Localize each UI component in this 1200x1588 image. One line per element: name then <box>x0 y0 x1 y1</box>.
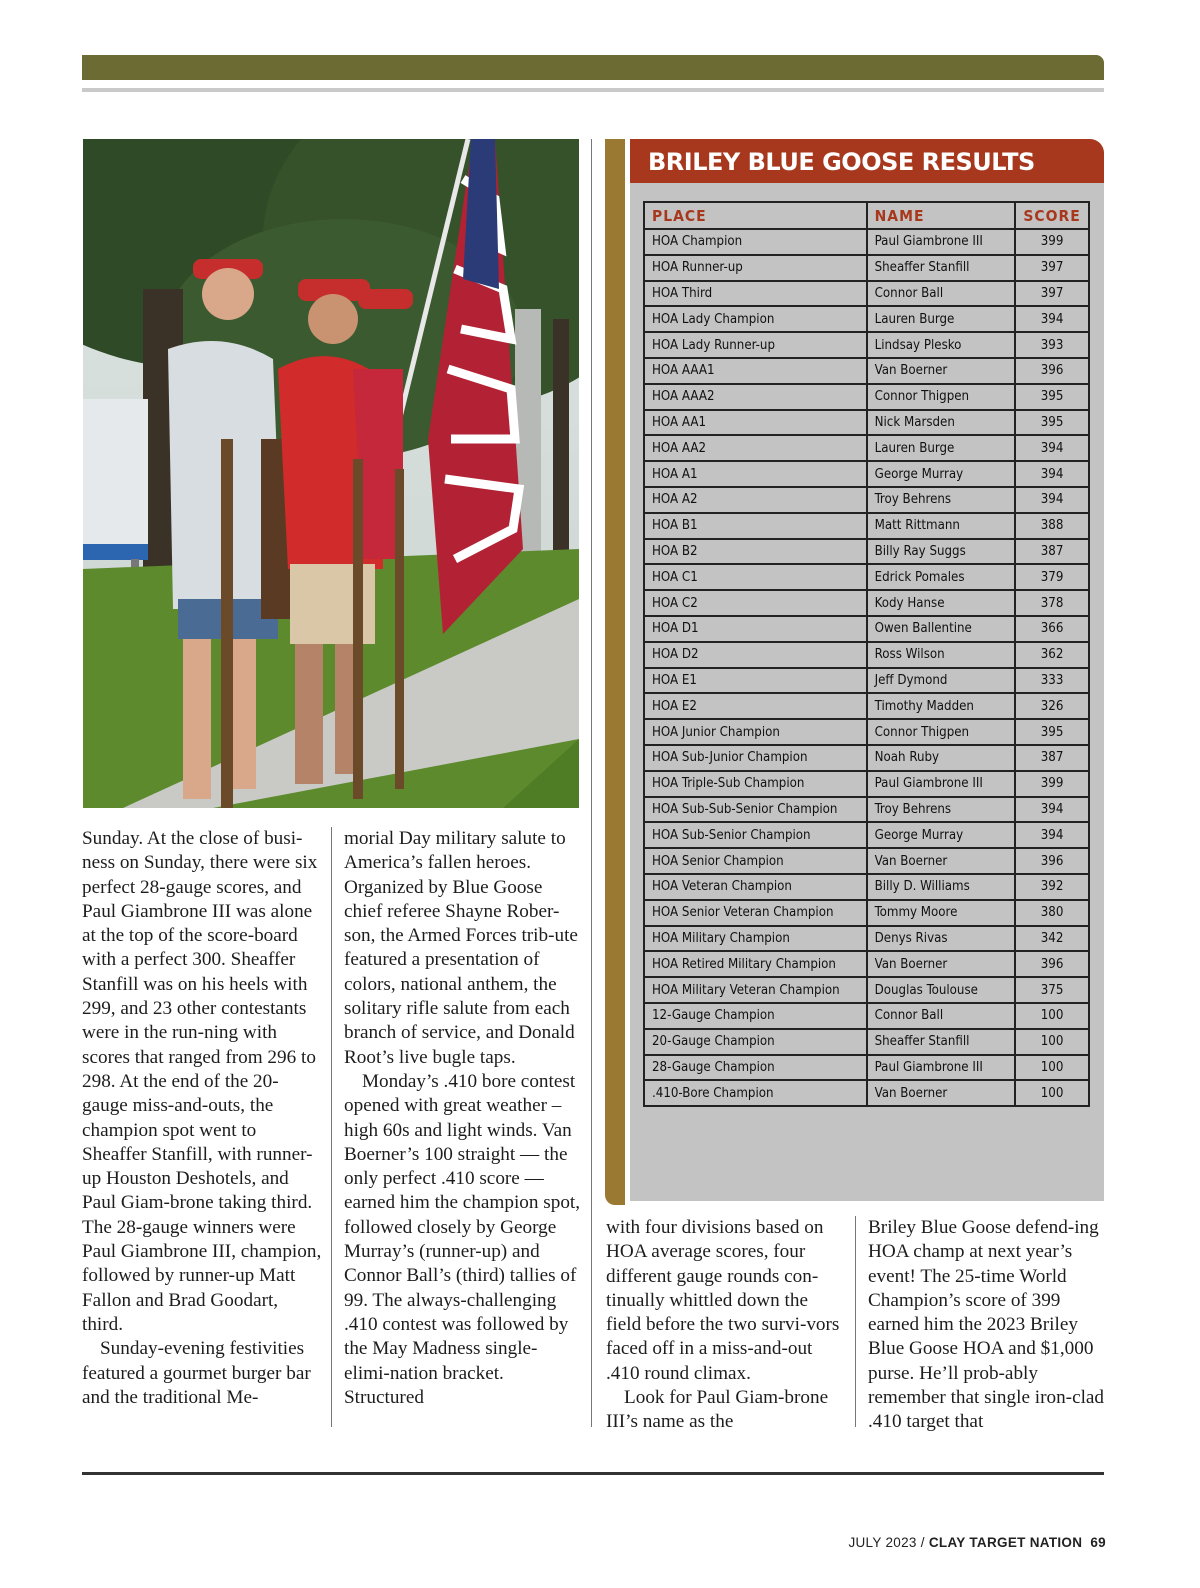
place-cell: HOA Retired Military Champion <box>644 951 867 977</box>
table-row <box>644 1055 1089 1081</box>
place-cell: HOA Champion <box>644 229 867 255</box>
score-cell: 375 <box>1015 977 1089 1003</box>
paragraph: Monday’s .410 bore contest opened with great weather – high 60s and light winds. Van Boerner’s 100 straight — the only perfect .410 score — earned him the champion spot, followed closely by George Murray’s (runner-up) and Connor Ball’s (third) tallies of 99. The always-challenging .410 contest was followed by the May Madness single-elimi-nation bracket. Structured <box>344 1070 581 1408</box>
name-cell: Connor Thigpen <box>867 384 1016 410</box>
name-cell: Troy Behrens <box>867 797 1016 823</box>
score-cell: 342 <box>1015 926 1089 952</box>
place-cell: HOA D2 <box>644 642 867 668</box>
place-cell: HOA Runner-up <box>644 255 867 281</box>
score-cell: 395 <box>1015 410 1089 436</box>
score-cell: 394 <box>1015 822 1089 848</box>
article-column-1 <box>82 827 322 1410</box>
place-cell: HOA A1 <box>644 461 867 487</box>
score-cell: 362 <box>1015 642 1089 668</box>
table-row <box>644 900 1089 926</box>
score-cell: 394 <box>1015 461 1089 487</box>
table-row <box>644 539 1089 565</box>
table-row <box>644 874 1089 900</box>
score-cell: 366 <box>1015 616 1089 642</box>
place-cell: HOA Sub-Junior Champion <box>644 745 867 771</box>
table-row <box>644 848 1089 874</box>
place-cell: HOA Veteran Champion <box>644 874 867 900</box>
score-cell: 394 <box>1015 306 1089 332</box>
table-row <box>644 745 1089 771</box>
table-row <box>644 255 1089 281</box>
name-cell: Owen Ballentine <box>867 616 1016 642</box>
name-header: NAME <box>867 202 1016 229</box>
results-table <box>643 201 1090 1107</box>
table-row <box>644 719 1089 745</box>
page-number: 69 <box>1090 1535 1106 1550</box>
table-row <box>644 384 1089 410</box>
place-cell: HOA C1 <box>644 564 867 590</box>
sidebar-accent-bar <box>605 139 625 1205</box>
score-cell: 333 <box>1015 668 1089 694</box>
name-cell: George Murray <box>867 822 1016 848</box>
name-cell: Timothy Madden <box>867 693 1016 719</box>
score-cell: 379 <box>1015 564 1089 590</box>
table-row <box>644 229 1089 255</box>
name-cell: Van Boerner <box>867 951 1016 977</box>
place-cell: HOA B1 <box>644 513 867 539</box>
column-divider <box>591 139 592 1427</box>
table-row <box>644 306 1089 332</box>
table-row <box>644 513 1089 539</box>
paragraph: Sunday. At the close of busi-ness on Sunday, there were six perfect 28-gauge scores, and Paul Giambrone III was alone at the top of the score-board with a perfect 300. Sheaffer Stanfill was on his heels with 299, and 23 other contestants were in the run-ning with scores that ranged from 296 to 298. At the end of the 20-gauge miss-and-outs, the champion spot went to Sheaffer Stanfill, with runner-up Houston Deshotels, and Paul Giam-brone taking third. The 28-gauge winners were Paul Giambrone III, champion, followed by runner-up Matt Fallon and Brad Goodart, third. <box>82 828 322 1335</box>
paragraph: Look for Paul Giam-brone III’s name as the <box>606 1387 829 1433</box>
table-row <box>644 590 1089 616</box>
place-cell: HOA C2 <box>644 590 867 616</box>
name-cell: Douglas Toulouse <box>867 977 1016 1003</box>
score-cell: 100 <box>1015 1055 1089 1081</box>
place-cell: HOA Third <box>644 281 867 307</box>
score-cell: 380 <box>1015 900 1089 926</box>
score-cell: 395 <box>1015 384 1089 410</box>
table-row <box>644 1029 1089 1055</box>
name-cell: Sheaffer Stanfill <box>867 1029 1016 1055</box>
table-row <box>644 461 1089 487</box>
score-cell: 397 <box>1015 281 1089 307</box>
place-cell: HOA Junior Champion <box>644 719 867 745</box>
header-rule <box>82 88 1104 92</box>
place-cell: HOA Military Veteran Champion <box>644 977 867 1003</box>
name-cell: Denys Rivas <box>867 926 1016 952</box>
name-cell: Lauren Burge <box>867 306 1016 332</box>
place-cell: HOA Military Champion <box>644 926 867 952</box>
sidebar-title: BRILEY BLUE GOOSE RESULTS <box>630 139 1104 183</box>
table-row <box>644 435 1089 461</box>
article-column-4 <box>868 1216 1106 1435</box>
place-cell: HOA Sub-Senior Champion <box>644 822 867 848</box>
table-row <box>644 616 1089 642</box>
place-cell: 28-Gauge Champion <box>644 1055 867 1081</box>
place-cell: HOA AA2 <box>644 435 867 461</box>
score-cell: 399 <box>1015 229 1089 255</box>
place-cell: HOA A2 <box>644 487 867 513</box>
table-row <box>644 564 1089 590</box>
name-cell: Troy Behrens <box>867 487 1016 513</box>
table-row <box>644 668 1089 694</box>
table-row <box>644 487 1089 513</box>
name-cell: Nick Marsden <box>867 410 1016 436</box>
table-row <box>644 822 1089 848</box>
paragraph: morial Day military salute to America’s fallen heroes. Organized by Blue Goose chief referee Shayne Rober-son, the Armed Forces trib-ute featured a presentation of colors, national anthem, the solitary rifle salute from each branch of service, and Donald Root’s live bugle taps. <box>344 828 578 1068</box>
place-cell: HOA AAA1 <box>644 358 867 384</box>
place-cell: 20-Gauge Champion <box>644 1029 867 1055</box>
score-cell: 399 <box>1015 771 1089 797</box>
name-cell: Paul Giambrone III <box>867 1055 1016 1081</box>
name-cell: Connor Ball <box>867 281 1016 307</box>
score-cell: 394 <box>1015 797 1089 823</box>
name-cell: Noah Ruby <box>867 745 1016 771</box>
table-row <box>644 771 1089 797</box>
name-cell: Sheaffer Stanfill <box>867 255 1016 281</box>
name-cell: Paul Giambrone III <box>867 229 1016 255</box>
paragraph: Sunday-evening festivities featured a gourmet burger bar and the traditional Me- <box>82 1338 311 1408</box>
table-row <box>644 1080 1089 1106</box>
score-cell: 397 <box>1015 255 1089 281</box>
magazine-name: CLAY TARGET NATION <box>928 1535 1083 1550</box>
table-row <box>644 410 1089 436</box>
score-cell: 393 <box>1015 332 1089 358</box>
score-cell: 100 <box>1015 1003 1089 1029</box>
place-header: PLACE <box>644 202 867 229</box>
table-row <box>644 281 1089 307</box>
table-row <box>644 797 1089 823</box>
score-cell: 396 <box>1015 358 1089 384</box>
score-cell: 388 <box>1015 513 1089 539</box>
issue-date: JULY 2023 / <box>848 1535 929 1550</box>
paragraph: with four divisions based on HOA average scores, four different gauge rounds con-tinually whittled down the field before the two survi-vors faced off in a miss-and-out .410 round climax. <box>606 1217 840 1384</box>
score-cell: 100 <box>1015 1029 1089 1055</box>
name-cell: Jeff Dymond <box>867 668 1016 694</box>
name-cell: Kody Hanse <box>867 590 1016 616</box>
place-cell: HOA Senior Champion <box>644 848 867 874</box>
article-column-2 <box>344 827 582 1410</box>
name-cell: Connor Thigpen <box>867 719 1016 745</box>
name-cell: Billy Ray Suggs <box>867 539 1016 565</box>
article-column-3 <box>606 1216 844 1435</box>
place-cell: 12-Gauge Champion <box>644 1003 867 1029</box>
table-row <box>644 358 1089 384</box>
place-cell: .410-Bore Champion <box>644 1080 867 1106</box>
color-guard-photo <box>83 139 579 808</box>
place-cell: HOA E2 <box>644 693 867 719</box>
name-cell: Lauren Burge <box>867 435 1016 461</box>
place-cell: HOA Triple-Sub Champion <box>644 771 867 797</box>
table-row <box>644 977 1089 1003</box>
name-cell: Billy D. Williams <box>867 874 1016 900</box>
score-cell: 387 <box>1015 745 1089 771</box>
table-header-row <box>644 202 1089 229</box>
score-cell: 378 <box>1015 590 1089 616</box>
table-row <box>644 926 1089 952</box>
place-cell: HOA Sub-Sub-Senior Champion <box>644 797 867 823</box>
place-cell: HOA E1 <box>644 668 867 694</box>
footer-rule <box>82 1472 1104 1475</box>
name-cell: Connor Ball <box>867 1003 1016 1029</box>
score-cell: 392 <box>1015 874 1089 900</box>
place-cell: HOA Lady Champion <box>644 306 867 332</box>
place-cell: HOA AAA2 <box>644 384 867 410</box>
name-cell: George Murray <box>867 461 1016 487</box>
name-cell: Van Boerner <box>867 1080 1016 1106</box>
place-cell: HOA B2 <box>644 539 867 565</box>
column-divider <box>331 827 332 1427</box>
place-cell: HOA D1 <box>644 616 867 642</box>
name-cell: Van Boerner <box>867 848 1016 874</box>
table-row <box>644 951 1089 977</box>
score-cell: 387 <box>1015 539 1089 565</box>
name-cell: Edrick Pomales <box>867 564 1016 590</box>
score-cell: 396 <box>1015 951 1089 977</box>
place-cell: HOA Senior Veteran Champion <box>644 900 867 926</box>
place-cell: HOA Lady Runner-up <box>644 332 867 358</box>
name-cell: Matt Rittmann <box>867 513 1016 539</box>
score-cell: 100 <box>1015 1080 1089 1106</box>
score-cell: 394 <box>1015 487 1089 513</box>
score-cell: 394 <box>1015 435 1089 461</box>
table-row <box>644 642 1089 668</box>
name-cell: Tommy Moore <box>867 900 1016 926</box>
column-divider <box>855 1216 856 1427</box>
name-cell: Paul Giambrone III <box>867 771 1016 797</box>
page-footer <box>848 1535 1106 1550</box>
paragraph: Briley Blue Goose defend-ing HOA champ at next year’s event! The 25-time World Champion’s score of 399 earned him the 2023 Briley Blue Goose HOA and $1,000 purse. He’ll prob-ably remember that single iron-clad .410 target that <box>868 1217 1105 1433</box>
name-cell: Van Boerner <box>867 358 1016 384</box>
score-cell: 326 <box>1015 693 1089 719</box>
table-row <box>644 1003 1089 1029</box>
place-cell: HOA AA1 <box>644 410 867 436</box>
name-cell: Lindsay Plesko <box>867 332 1016 358</box>
score-cell: 395 <box>1015 719 1089 745</box>
score-header: SCORE <box>1015 202 1089 229</box>
name-cell: Ross Wilson <box>867 642 1016 668</box>
table-row <box>644 332 1089 358</box>
score-cell: 396 <box>1015 848 1089 874</box>
header-band <box>82 55 1104 80</box>
table-row <box>644 693 1089 719</box>
